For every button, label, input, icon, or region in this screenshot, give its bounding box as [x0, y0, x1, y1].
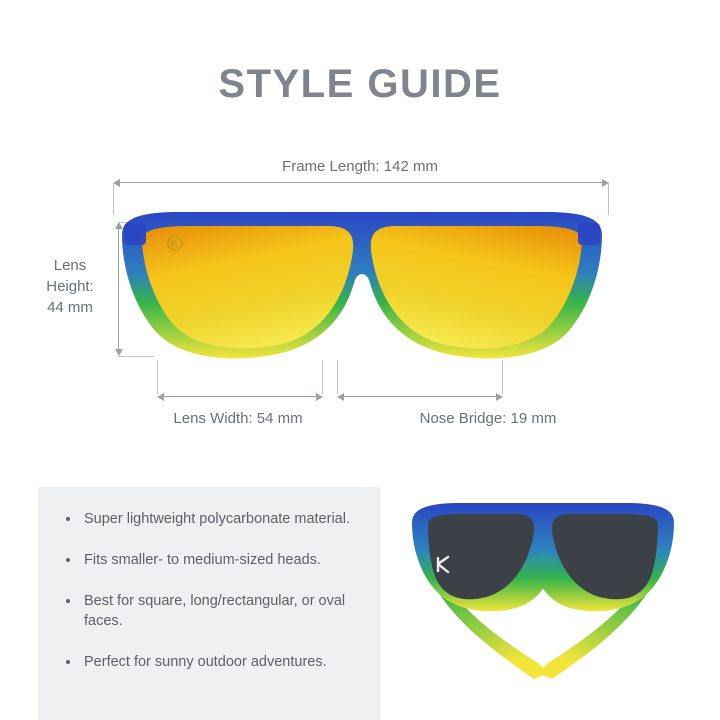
- lens-height-line-2: Height:: [46, 278, 94, 295]
- frame-length-arrow: [113, 178, 609, 187]
- arrow-line: [344, 396, 496, 397]
- frame-length-label: Frame Length: 142 mm: [282, 158, 438, 175]
- arrow-line: [120, 182, 602, 183]
- lens-width-arrow: [157, 392, 323, 401]
- nose-bridge-tick-left: [337, 360, 338, 394]
- list-item: Super lightweight polycarbonate material.: [62, 509, 356, 529]
- lens-width-label: Lens Width: 54 mm: [173, 410, 303, 427]
- arrow-head-left-icon: [157, 393, 164, 401]
- sunglasses-back-view: [398, 495, 688, 710]
- list-item: Best for square, long/rectangular, or oval faces.: [62, 591, 356, 631]
- sunglasses-front-view: [112, 205, 612, 365]
- nose-bridge-arrow: [337, 392, 503, 401]
- lens-height-line-3: 44 mm: [47, 299, 93, 316]
- lens-height-line-1: Lens: [53, 257, 87, 274]
- list-item: Perfect for sunny outdoor adventures.: [62, 652, 356, 672]
- nose-bridge-tick-right: [502, 360, 503, 394]
- arrow-head-left-icon: [113, 179, 120, 187]
- arrow-head-left-icon: [337, 393, 344, 401]
- lens-width-tick-right: [322, 360, 323, 394]
- lens-width-tick-left: [157, 360, 158, 394]
- arrow-line: [164, 396, 316, 397]
- page-title: STYLE GUIDE: [218, 62, 502, 106]
- nose-bridge-label: Nose Bridge: 19 mm: [419, 410, 557, 427]
- bottom-measurement-labels: [113, 410, 613, 427]
- features-list: [62, 509, 356, 672]
- features-panel: [38, 487, 380, 720]
- lens-height-label: [30, 255, 110, 318]
- list-item: Fits smaller- to medium-sized heads.: [62, 550, 356, 570]
